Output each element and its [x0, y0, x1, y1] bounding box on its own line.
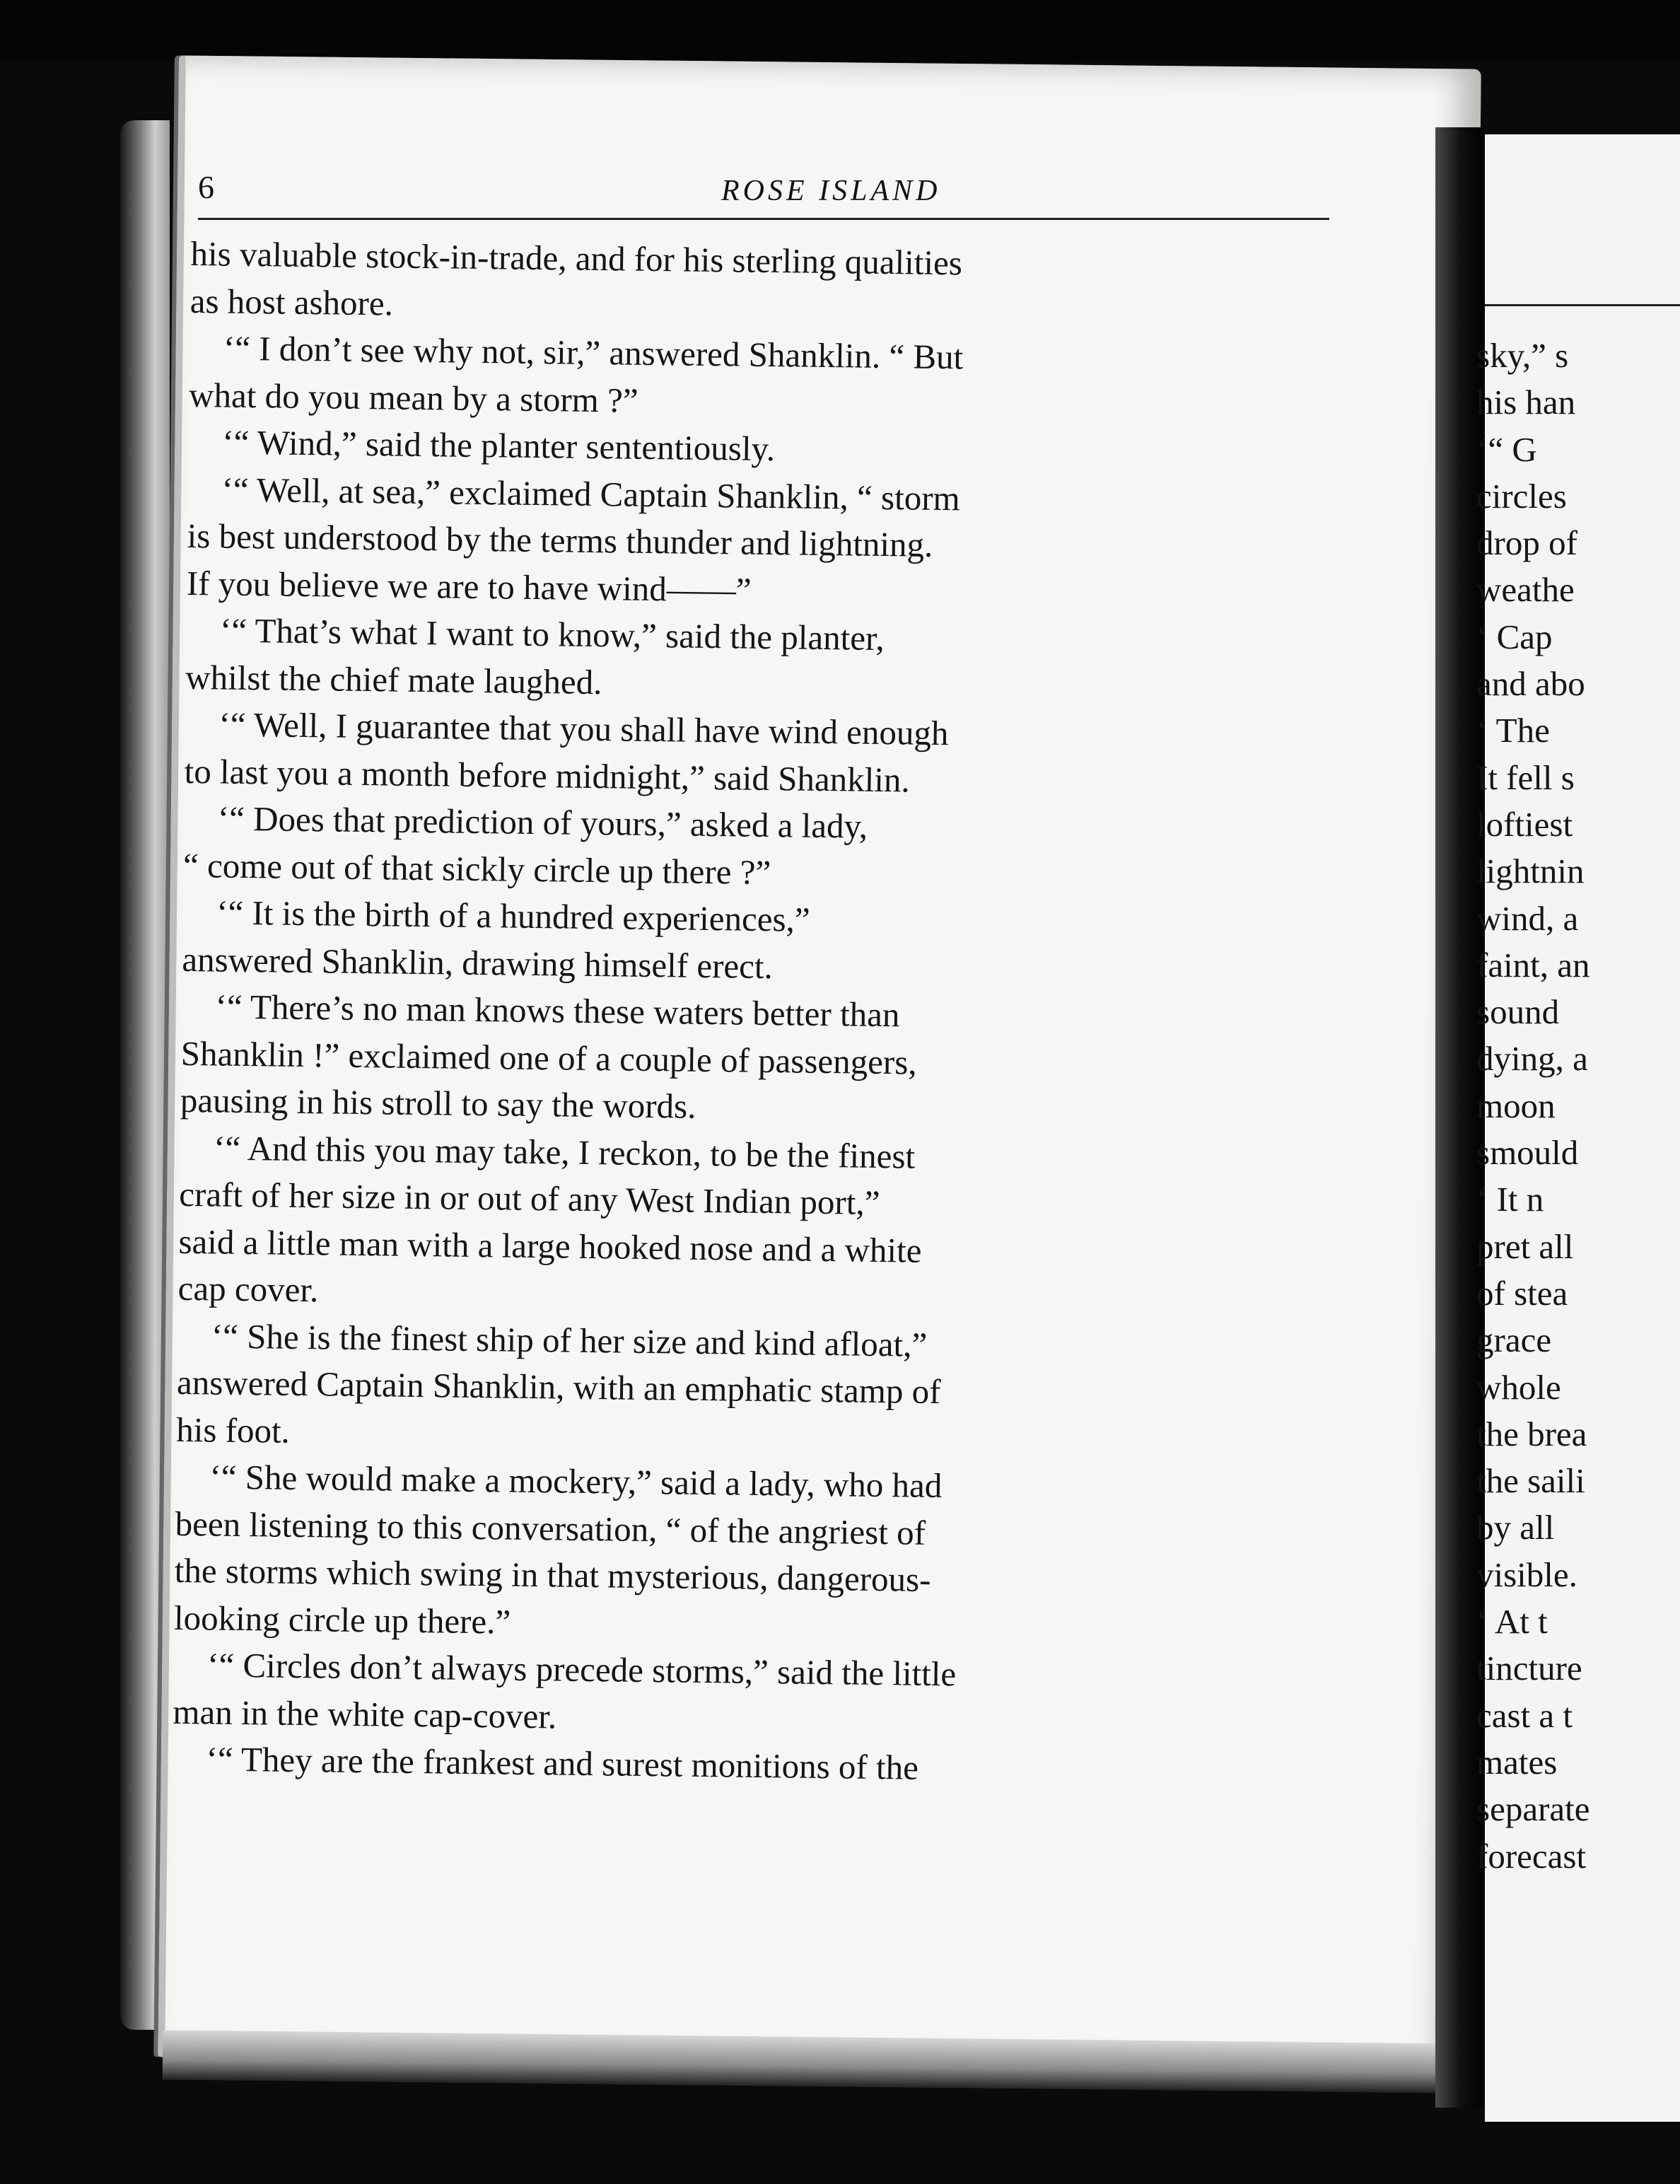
right-page-text-line: dying, a: [1476, 1039, 1588, 1079]
left-page-text-line: ‘“ They are the frankest and surest monitions of the: [206, 1739, 919, 1787]
left-page-text-line: been listening to this conversation, “ of the angriest of: [175, 1504, 926, 1552]
left-page-text-line: ‘“ Does that prediction of yours,” asked a lady,: [217, 798, 868, 846]
left-page-text-line: ‘“ I don’t see why not, sir,” answered Shanklin. “ But: [223, 328, 964, 377]
left-page-text-line: ‘“ Well, I guarantee that you shall have wind enough: [218, 704, 949, 753]
page-title: ROSE ISLAND: [721, 175, 941, 207]
left-page-text-line: man in the white cap-cover.: [173, 1692, 557, 1736]
left-page-text-line: cap cover.: [177, 1268, 319, 1310]
right-page-text-line: ‘ At t: [1476, 1602, 1548, 1642]
right-page-text-line: mates: [1476, 1742, 1558, 1782]
right-page-text-line: whole: [1476, 1367, 1561, 1407]
right-page-text-line: tincture: [1476, 1649, 1582, 1688]
right-page-text-line: cast a t: [1476, 1695, 1573, 1735]
left-page-text-line: ‘“ Well, at sea,” exclaimed Captain Shanklin, “ storm: [221, 470, 961, 518]
left-page-text-line: ‘“ Wind,” said the planter sententiously.: [222, 422, 776, 469]
right-page-text-line: sky,” s: [1476, 336, 1569, 375]
left-page-text-line: as host ashore.: [189, 281, 394, 323]
right-page-text-line: It fell s: [1476, 757, 1575, 797]
left-page-text-line: the storms which swing in that mysterious, dangerous-: [174, 1550, 931, 1599]
right-page-text-line: pret all: [1476, 1226, 1574, 1266]
left-page-text-line: ‘“ And this you may take, I reckon, to be the finest: [213, 1127, 916, 1176]
right-page-text-line: separate: [1476, 1789, 1590, 1829]
left-page-text-line: craft of her size in or out of any West Indian port,”: [179, 1174, 880, 1223]
left-page-text-line: what do you mean by a storm ?”: [188, 375, 638, 420]
right-page-text-line: lightnin: [1476, 852, 1585, 891]
left-page-text: [172, 231, 1336, 1796]
right-page-text-line: by all: [1476, 1508, 1555, 1547]
right-page-text-line: and abo: [1476, 664, 1585, 704]
left-page-text-line: his valuable stock-in-trade, and for his sterling qualities: [190, 233, 963, 283]
left-page-text-line: ‘“ There’s no man knows these waters better than: [215, 987, 900, 1035]
right-page-text-line: ‘ It n: [1476, 1180, 1544, 1219]
left-page-text-line: is best understood by the terms thunder and lightning.: [187, 516, 933, 564]
right-page-text: [1476, 332, 1680, 1880]
right-page-text-line: ‘ The: [1476, 711, 1550, 750]
left-page-text-line: answered Shanklin, drawing himself erect.: [182, 939, 774, 986]
right-page-text-line: the brea: [1476, 1414, 1587, 1453]
left-page-text-line: whilst the chief mate laughed.: [185, 657, 602, 702]
right-page-text-line: visible.: [1476, 1555, 1577, 1594]
right-page-text-line: grace: [1476, 1320, 1552, 1360]
left-page-text-line: Shanklin !” exclaimed one of a couple of passengers,: [180, 1033, 917, 1082]
right-page-text-line: ‘“ G: [1476, 429, 1537, 469]
right-page-text-line: the saili: [1476, 1461, 1585, 1501]
right-page-text-line: weathe: [1476, 570, 1575, 610]
left-page-text-line: his foot.: [175, 1410, 291, 1451]
left-page-text-line: looking circle up there.”: [173, 1598, 511, 1642]
page-number: 6: [198, 169, 214, 205]
left-page-text-line: ‘“ She would make a mockery,” said a lady, who had: [209, 1457, 943, 1506]
left-page-text-line: “ come out of that sickly circle up there ?”: [182, 845, 771, 892]
left-page-text-line: ‘“ She is the finest ship of her size and kind afloat,”: [211, 1315, 928, 1364]
right-page-text-line: wind, a: [1476, 898, 1579, 938]
left-page-text-line: ‘“ It is the birth of a hundred experiences,”: [216, 893, 810, 939]
right-page-text-line: smould: [1476, 1133, 1579, 1173]
right-page-text-line: moon: [1476, 1086, 1556, 1125]
right-page-text-line: forecast: [1476, 1836, 1587, 1876]
right-page-head-rule: [1485, 304, 1680, 306]
left-page-text-line: said a little man with a large hooked nose and a white: [178, 1221, 922, 1270]
right-page-text-line: his han: [1476, 383, 1576, 422]
left-page-text-line: pausing in his stroll to say the words.: [180, 1080, 696, 1126]
right-page-text-line: loftiest: [1476, 804, 1573, 844]
right-page-text-line: of stea: [1476, 1273, 1568, 1313]
right-page-text-line: circles: [1476, 476, 1567, 516]
left-page-text-line: ‘“ Circles don’t always precede storms,” said the little: [206, 1645, 957, 1694]
right-page-text-line: faint, an: [1476, 945, 1590, 984]
scan-background-top: [0, 0, 1680, 62]
left-page-text-line: answered Captain Shanklin, with an emphatic stamp of: [176, 1362, 941, 1412]
left-page-text-line: If you believe we are to have wind——”: [186, 563, 752, 610]
right-page-text-line: sound: [1476, 992, 1560, 1032]
running-head: [198, 168, 1329, 225]
head-rule: [198, 218, 1329, 220]
left-page-text-line: to last you a month before midnight,” said Shanklin.: [184, 751, 911, 799]
left-page-text-line: ‘“ That’s what I want to know,” said the planter,: [219, 610, 885, 658]
right-page-text-line: ‘ Cap: [1476, 617, 1553, 656]
right-page-text-line: drop of: [1476, 523, 1577, 563]
